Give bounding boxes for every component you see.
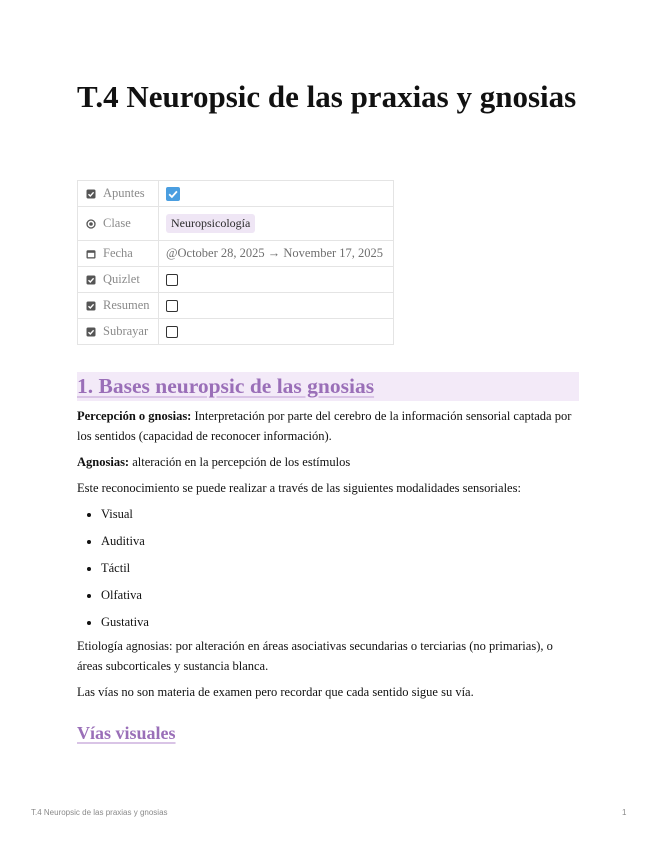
fecha-value[interactable]: @October 28, 2025 → November 17, 2025 xyxy=(166,246,384,260)
property-row-clase xyxy=(78,207,394,241)
list-item: • Táctil xyxy=(101,558,579,578)
property-label: Subrayar xyxy=(103,324,149,338)
modalities-list xyxy=(77,504,579,632)
list-item: • Gustativa xyxy=(101,612,579,632)
property-label: Quizlet xyxy=(103,272,140,286)
page-title: T.4 Neuropsic de las praxias y gnosias xyxy=(77,79,577,114)
checkbox-property-icon xyxy=(86,301,96,311)
list-item: • Visual xyxy=(101,504,579,524)
select-property-icon xyxy=(86,219,96,229)
footer-title: T.4 Neuropsic de las praxias y gnosias xyxy=(31,808,168,817)
properties-table xyxy=(77,180,394,345)
check-icon xyxy=(166,187,180,201)
clase-tag[interactable]: Neuropsicología xyxy=(166,214,255,233)
checkbox-property-icon xyxy=(86,189,96,199)
subrayar-checkbox[interactable] xyxy=(166,326,178,338)
property-label: Fecha xyxy=(103,246,133,260)
definition-agnosias: Agnosias: alteración en la percepción de los estímulos xyxy=(77,455,351,469)
list-item: • Auditiva xyxy=(101,531,579,551)
property-row-apuntes xyxy=(78,181,394,207)
etiology-paragraph: Etiología agnosias: por alteración en áreas asociativas secundarias o terciarias (no primarias), o áreas subcorticales y sustancia blanca. xyxy=(77,639,553,673)
note-paragraph: Las vías no son materia de examen pero recordar que cada sentido sigue su vía. xyxy=(77,685,474,699)
quizlet-checkbox[interactable] xyxy=(166,274,178,286)
property-row-quizlet xyxy=(78,267,394,293)
resumen-checkbox[interactable] xyxy=(166,300,178,312)
property-row-fecha xyxy=(78,241,394,267)
section-heading-bases: 1. Bases neuropsic de las gnosias xyxy=(77,372,579,401)
property-row-resumen xyxy=(78,293,394,319)
checkbox-property-icon xyxy=(86,327,96,337)
property-row-subrayar xyxy=(78,319,394,345)
property-label: Resumen xyxy=(103,298,150,312)
property-label: Apuntes xyxy=(103,186,145,200)
section-body xyxy=(77,406,579,708)
section-heading-vias-visuales: Vías visuales xyxy=(77,723,176,743)
calendar-property-icon xyxy=(86,249,96,259)
definition-percepcion: Percepción o gnosias: Interpretación por parte del cerebro de la información sensorial captada por los sentidos (capacidad de reconocer información). xyxy=(77,409,572,443)
checkbox-property-icon xyxy=(86,275,96,285)
modalities-intro: Este reconocimiento se puede realizar a través de las siguientes modalidades sensoriales: xyxy=(77,481,521,495)
footer-page-number: 1 xyxy=(622,808,627,817)
list-item: • Olfativa xyxy=(101,585,579,605)
property-label: Clase xyxy=(103,216,131,230)
apuntes-checkbox[interactable] xyxy=(166,187,180,201)
